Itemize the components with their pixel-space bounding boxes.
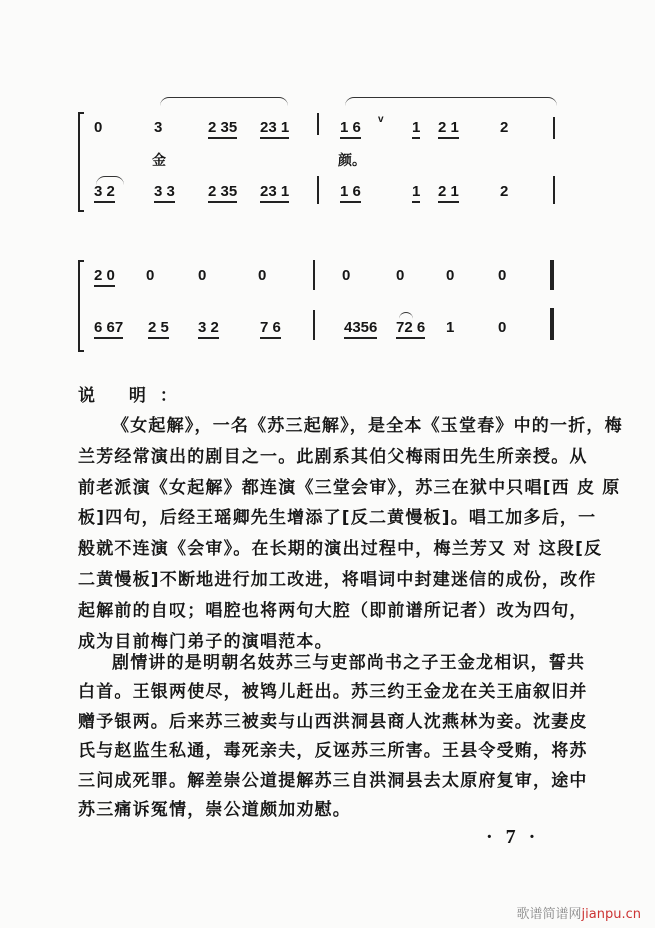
paragraph-line: 二黄慢板]不断地进行加工改进，将唱词中封建迷信的成份，改作: [78, 570, 597, 590]
barline: [317, 113, 319, 135]
paragraph-line: 前老派演《女起解》都连演《三堂会审》，苏三在狱中只唱[西 皮 原: [78, 477, 621, 498]
note-group: 2 35: [208, 184, 237, 203]
watermark-url: jianpu.cn: [581, 907, 641, 922]
note: 1: [412, 184, 420, 203]
paragraph-line: 三问成死罪。解差崇公道提解苏三自洪洞县去太原府复审，途中: [78, 770, 588, 791]
paragraph-line: 板]四句，后经王瑶卿先生增添了[反二黄慢板]。唱工加多后，一: [78, 508, 597, 529]
note-group: 6 67: [94, 320, 123, 339]
barline: [553, 117, 555, 139]
rest: 0: [498, 319, 507, 336]
lyric: 金: [152, 153, 166, 169]
note-group: 7 6: [260, 320, 281, 339]
note: 2: [500, 119, 509, 136]
paragraph-line: 般就不连演《会审》。在长期的演出过程中，梅兰芳又 对 这段[反: [78, 539, 603, 560]
barline: [313, 310, 315, 340]
note: 1: [446, 319, 455, 336]
paragraph-line: 兰芳经常演出的剧目之一。此剧系其伯父梅雨田先生所亲授。从: [78, 446, 588, 467]
barline: [553, 176, 555, 204]
page-number: · 7 ·: [486, 826, 540, 848]
paragraph-line: 赠予银两。后来苏三被卖与山西洪洞县商人沈燕林为妾。沈妻皮: [78, 711, 588, 732]
rest: 0: [146, 267, 155, 284]
slur: [345, 97, 557, 106]
final-barline: [550, 260, 554, 290]
note-group: 1 6: [340, 184, 361, 203]
note: 1: [412, 120, 420, 139]
note: 2: [500, 183, 509, 200]
note-group: 2 0: [94, 268, 115, 287]
note: 3: [154, 119, 163, 136]
note-group: 2 35: [208, 120, 237, 139]
system-bracket: [78, 260, 84, 352]
notes-heading: 说 明：: [78, 386, 191, 406]
paragraph-line: 成为目前梅门弟子的演唱范本。: [78, 631, 333, 652]
system-bracket: [78, 112, 84, 212]
paragraph-line: 白首。王银两使尽，被鸨儿赶出。苏三约王金龙在关王庙叙旧并: [78, 682, 588, 703]
lyric: 颜。: [338, 153, 366, 169]
barline: [317, 176, 319, 204]
note-group: 1 6: [340, 120, 361, 139]
rest: 0: [498, 267, 507, 284]
paragraph-line: 剧情讲的是明朝名妓苏三与吏部尚书之子王金龙相识，誓共: [112, 653, 586, 673]
paragraph-line: 苏三痛诉冤情，崇公道颇加劝慰。: [78, 800, 351, 820]
rest: 0: [342, 267, 351, 284]
watermark: [517, 903, 641, 922]
note-group: 2 5: [148, 320, 169, 339]
note-group: 23 1: [260, 184, 289, 203]
paragraph-line: 氏与赵监生私通，毒死亲夫，反诬苏三所害。王县令受贿，将苏: [78, 741, 588, 762]
paragraph-line: 起解前的自叹；唱腔也将两句大腔（即前谱所记者）改为四句，: [78, 600, 588, 621]
note-group: 3 2: [198, 320, 219, 339]
rest: 0: [198, 267, 207, 284]
note-group: 2 1: [438, 120, 459, 139]
note-group: 2 1: [438, 184, 459, 203]
rest: 0: [446, 267, 455, 284]
watermark-text: 歌谱简谱网: [516, 907, 582, 922]
note-group: 3 3: [154, 184, 175, 203]
paragraph-line: 《女起解》，一名《苏三起解》，是全本《玉堂春》中的一折，梅: [112, 416, 623, 436]
note-group: 4356: [344, 320, 377, 339]
rest: 0: [258, 267, 267, 284]
note-group: 23 1: [260, 120, 289, 139]
note-group: 3 2: [94, 184, 115, 203]
barline: [313, 260, 315, 290]
slur: [160, 97, 288, 106]
note-group: 72 6: [396, 320, 425, 339]
final-barline: [550, 308, 554, 340]
rest: 0: [396, 267, 405, 284]
note: 0: [94, 119, 103, 136]
breath-mark: v: [378, 114, 384, 125]
